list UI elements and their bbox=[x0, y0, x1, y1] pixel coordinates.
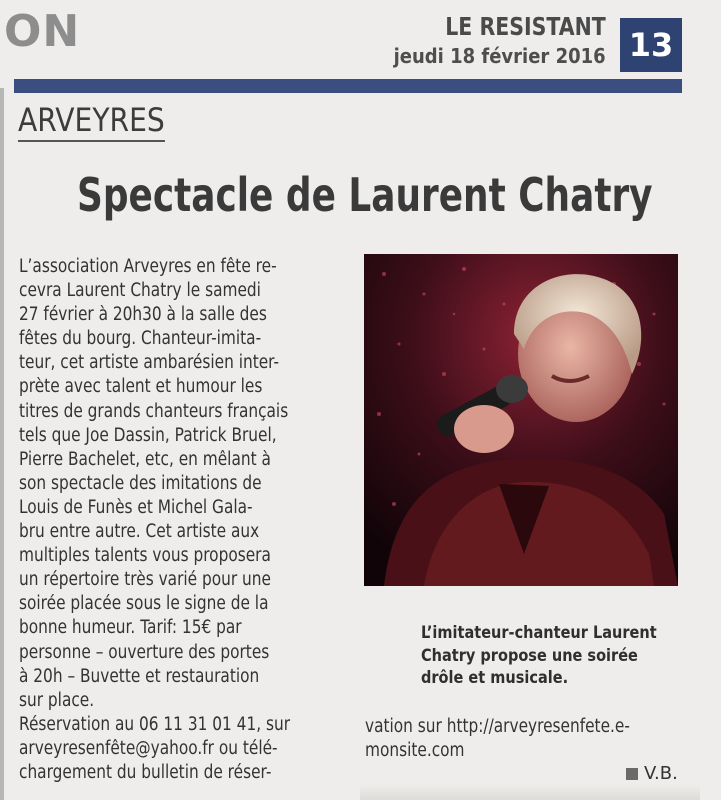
body-line: tels que Joe Dassin, Patrick Bruel, bbox=[19, 424, 277, 446]
body-line: titres de grands chanteurs français bbox=[19, 400, 289, 422]
body-line: bonne humeur. Tarif: 15€ par bbox=[19, 617, 242, 639]
section-heading-fragment: ON bbox=[4, 6, 81, 57]
body-line: fêtes du bourg. Chanteur-imita- bbox=[19, 328, 262, 350]
reservation-line: chargement du bulletin de réser- bbox=[19, 761, 272, 783]
signature-initials: V.B. bbox=[644, 763, 678, 784]
body-line: soirée placée sous le signe de la bbox=[19, 593, 269, 615]
body-line: Louis de Funès et Michel Gala- bbox=[19, 496, 253, 518]
caption-line: drôle et musicale. bbox=[421, 668, 569, 687]
caption-line: L’imitateur-chanteur Laurent bbox=[421, 623, 657, 642]
body-line: son spectacle des imitations de bbox=[19, 472, 262, 494]
body-line: teur, cet artiste ambarésien inter- bbox=[19, 352, 280, 374]
reservation-line: Réservation au 06 11 31 01 41, sur bbox=[19, 713, 291, 735]
column-edge bbox=[0, 88, 4, 800]
body-line: bru entre autre. Cet artiste aux bbox=[19, 521, 260, 543]
body-line: multiples talents vous proposera bbox=[19, 545, 271, 567]
reservation-paragraph bbox=[19, 713, 353, 785]
newspaper-name: LE RESISTANT bbox=[445, 12, 606, 41]
article-continuation bbox=[365, 715, 639, 763]
body-line: personne – ouverture des portes bbox=[19, 641, 270, 663]
paper-bleed-through bbox=[360, 785, 700, 800]
reservation-line: arveyresenfête@yahoo.fr ou télé- bbox=[19, 737, 278, 759]
body-line: Pierre Bachelet, etc, en mêlant à bbox=[19, 448, 271, 470]
body-line: cevra Laurent Chatry le samedi bbox=[19, 280, 261, 302]
header-rule bbox=[14, 79, 682, 93]
publication-date: jeudi 18 février 2016 bbox=[393, 44, 606, 68]
body-line: sur place. bbox=[19, 689, 95, 711]
body-line: à 20h – Buvette et restauration bbox=[19, 665, 260, 687]
body-paragraph bbox=[19, 255, 353, 713]
body-line: 27 février à 20h30 à la salle des bbox=[19, 304, 267, 326]
article-title: Spectacle de Laurent Chatry bbox=[77, 168, 653, 222]
body-line: prète avec talent et humour les bbox=[19, 376, 263, 398]
continuation-line: vation sur http://arveyresenfete.e- bbox=[365, 716, 630, 737]
page-number-badge: 13 bbox=[620, 18, 682, 72]
continuation-line: monsite.com bbox=[365, 740, 465, 761]
signature-square-icon bbox=[626, 768, 638, 780]
photo-caption bbox=[421, 622, 657, 690]
body-line: L’association Arveyres en fête re- bbox=[19, 256, 277, 277]
article-body bbox=[19, 255, 353, 785]
performer-photo bbox=[364, 254, 678, 586]
caption-line: Chatry propose une soirée bbox=[421, 645, 638, 665]
author-signature bbox=[626, 763, 678, 784]
body-line: un répertoire très varié pour une bbox=[19, 569, 271, 591]
location-label: ARVEYRES bbox=[18, 104, 165, 142]
